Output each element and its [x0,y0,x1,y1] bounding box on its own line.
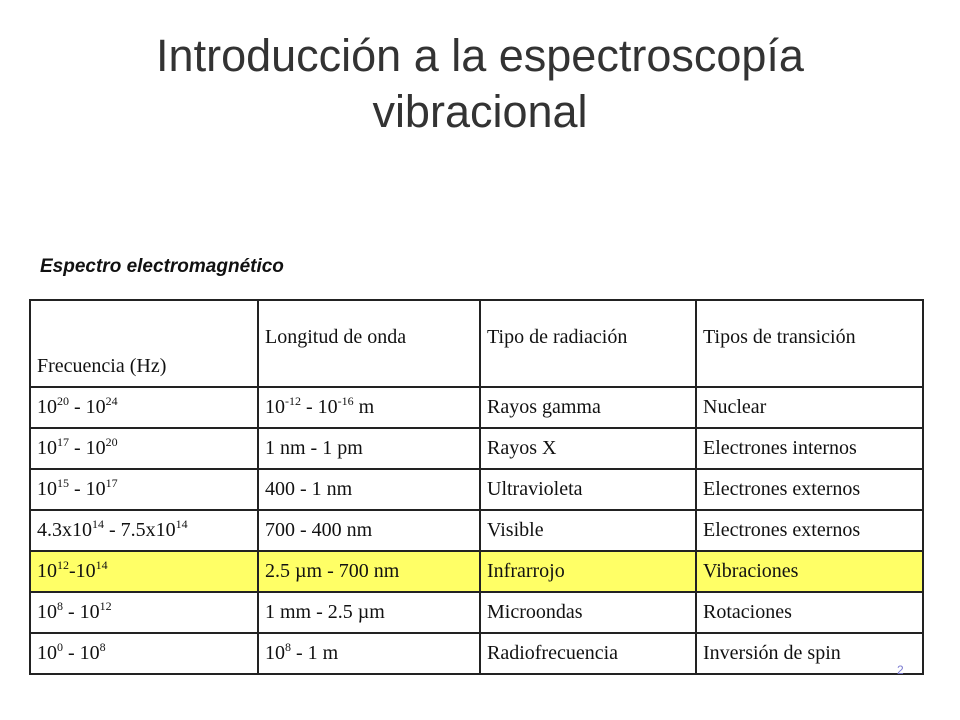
cell-frequency: $10^0 - 10^8$ [30,633,258,674]
table-body [30,387,923,674]
page-number: 2 [897,663,904,677]
slide-title-line-1: Introducción a la espectroscopía [156,30,804,81]
cell-transition-type: Electrones internos [696,428,923,469]
cell-radiation-type: Infrarrojo [480,551,696,592]
cell-transition-type: Nuclear [696,387,923,428]
cell-wavelength: 1 mm - 2.5 µm [258,592,480,633]
cell-transition-type: Rotaciones [696,592,923,633]
table-header-row [30,300,923,387]
table-caption: Espectro electromagnético [40,256,284,277]
cell-radiation-type: Ultravioleta [480,469,696,510]
cell-frequency: $10^{12}-10^{14}$ [30,551,258,592]
slide-title [0,28,960,140]
table-row [30,469,923,510]
header-transition-type: Tipos de transición [696,300,923,387]
cell-radiation-type: Microondas [480,592,696,633]
table-row [30,633,923,674]
cell-wavelength: 1 nm - 1 pm [258,428,480,469]
table-row [30,592,923,633]
electromagnetic-spectrum-table [29,299,924,675]
cell-radiation-type: Rayos X [480,428,696,469]
table-row [30,387,923,428]
cell-frequency: $10^{17} - 10^{20}$ [30,428,258,469]
cell-wavelength: 2.5 µm - 700 nm [258,551,480,592]
cell-frequency: $4.3x10^{14} - 7.5x10^{14}$ [30,510,258,551]
header-radiation-type: Tipo de radiación [480,300,696,387]
cell-transition-type: Vibraciones [696,551,923,592]
cell-transition-type: Electrones externos [696,469,923,510]
cell-radiation-type: Visible [480,510,696,551]
table-row [30,551,923,592]
cell-frequency: $10^{15} - 10^{17}$ [30,469,258,510]
slide-title-line-2: vibracional [372,86,588,137]
cell-transition-type: Inversión de spin [696,633,923,674]
table-row [30,428,923,469]
cell-wavelength: 700 - 400 nm [258,510,480,551]
cell-wavelength: 400 - 1 nm [258,469,480,510]
cell-transition-type: Electrones externos [696,510,923,551]
cell-wavelength: $10^{-12} - 10^{-16}$ m [258,387,480,428]
cell-radiation-type: Rayos gamma [480,387,696,428]
cell-wavelength: $10^8 - 1$ m [258,633,480,674]
cell-radiation-type: Radiofrecuencia [480,633,696,674]
header-wavelength: Longitud de onda [258,300,480,387]
table-row [30,510,923,551]
cell-frequency: $10^8 - 10^{12}$ [30,592,258,633]
header-frequency: Frecuencia (Hz) [30,300,258,387]
cell-frequency: $10^{20} - 10^{24}$ [30,387,258,428]
